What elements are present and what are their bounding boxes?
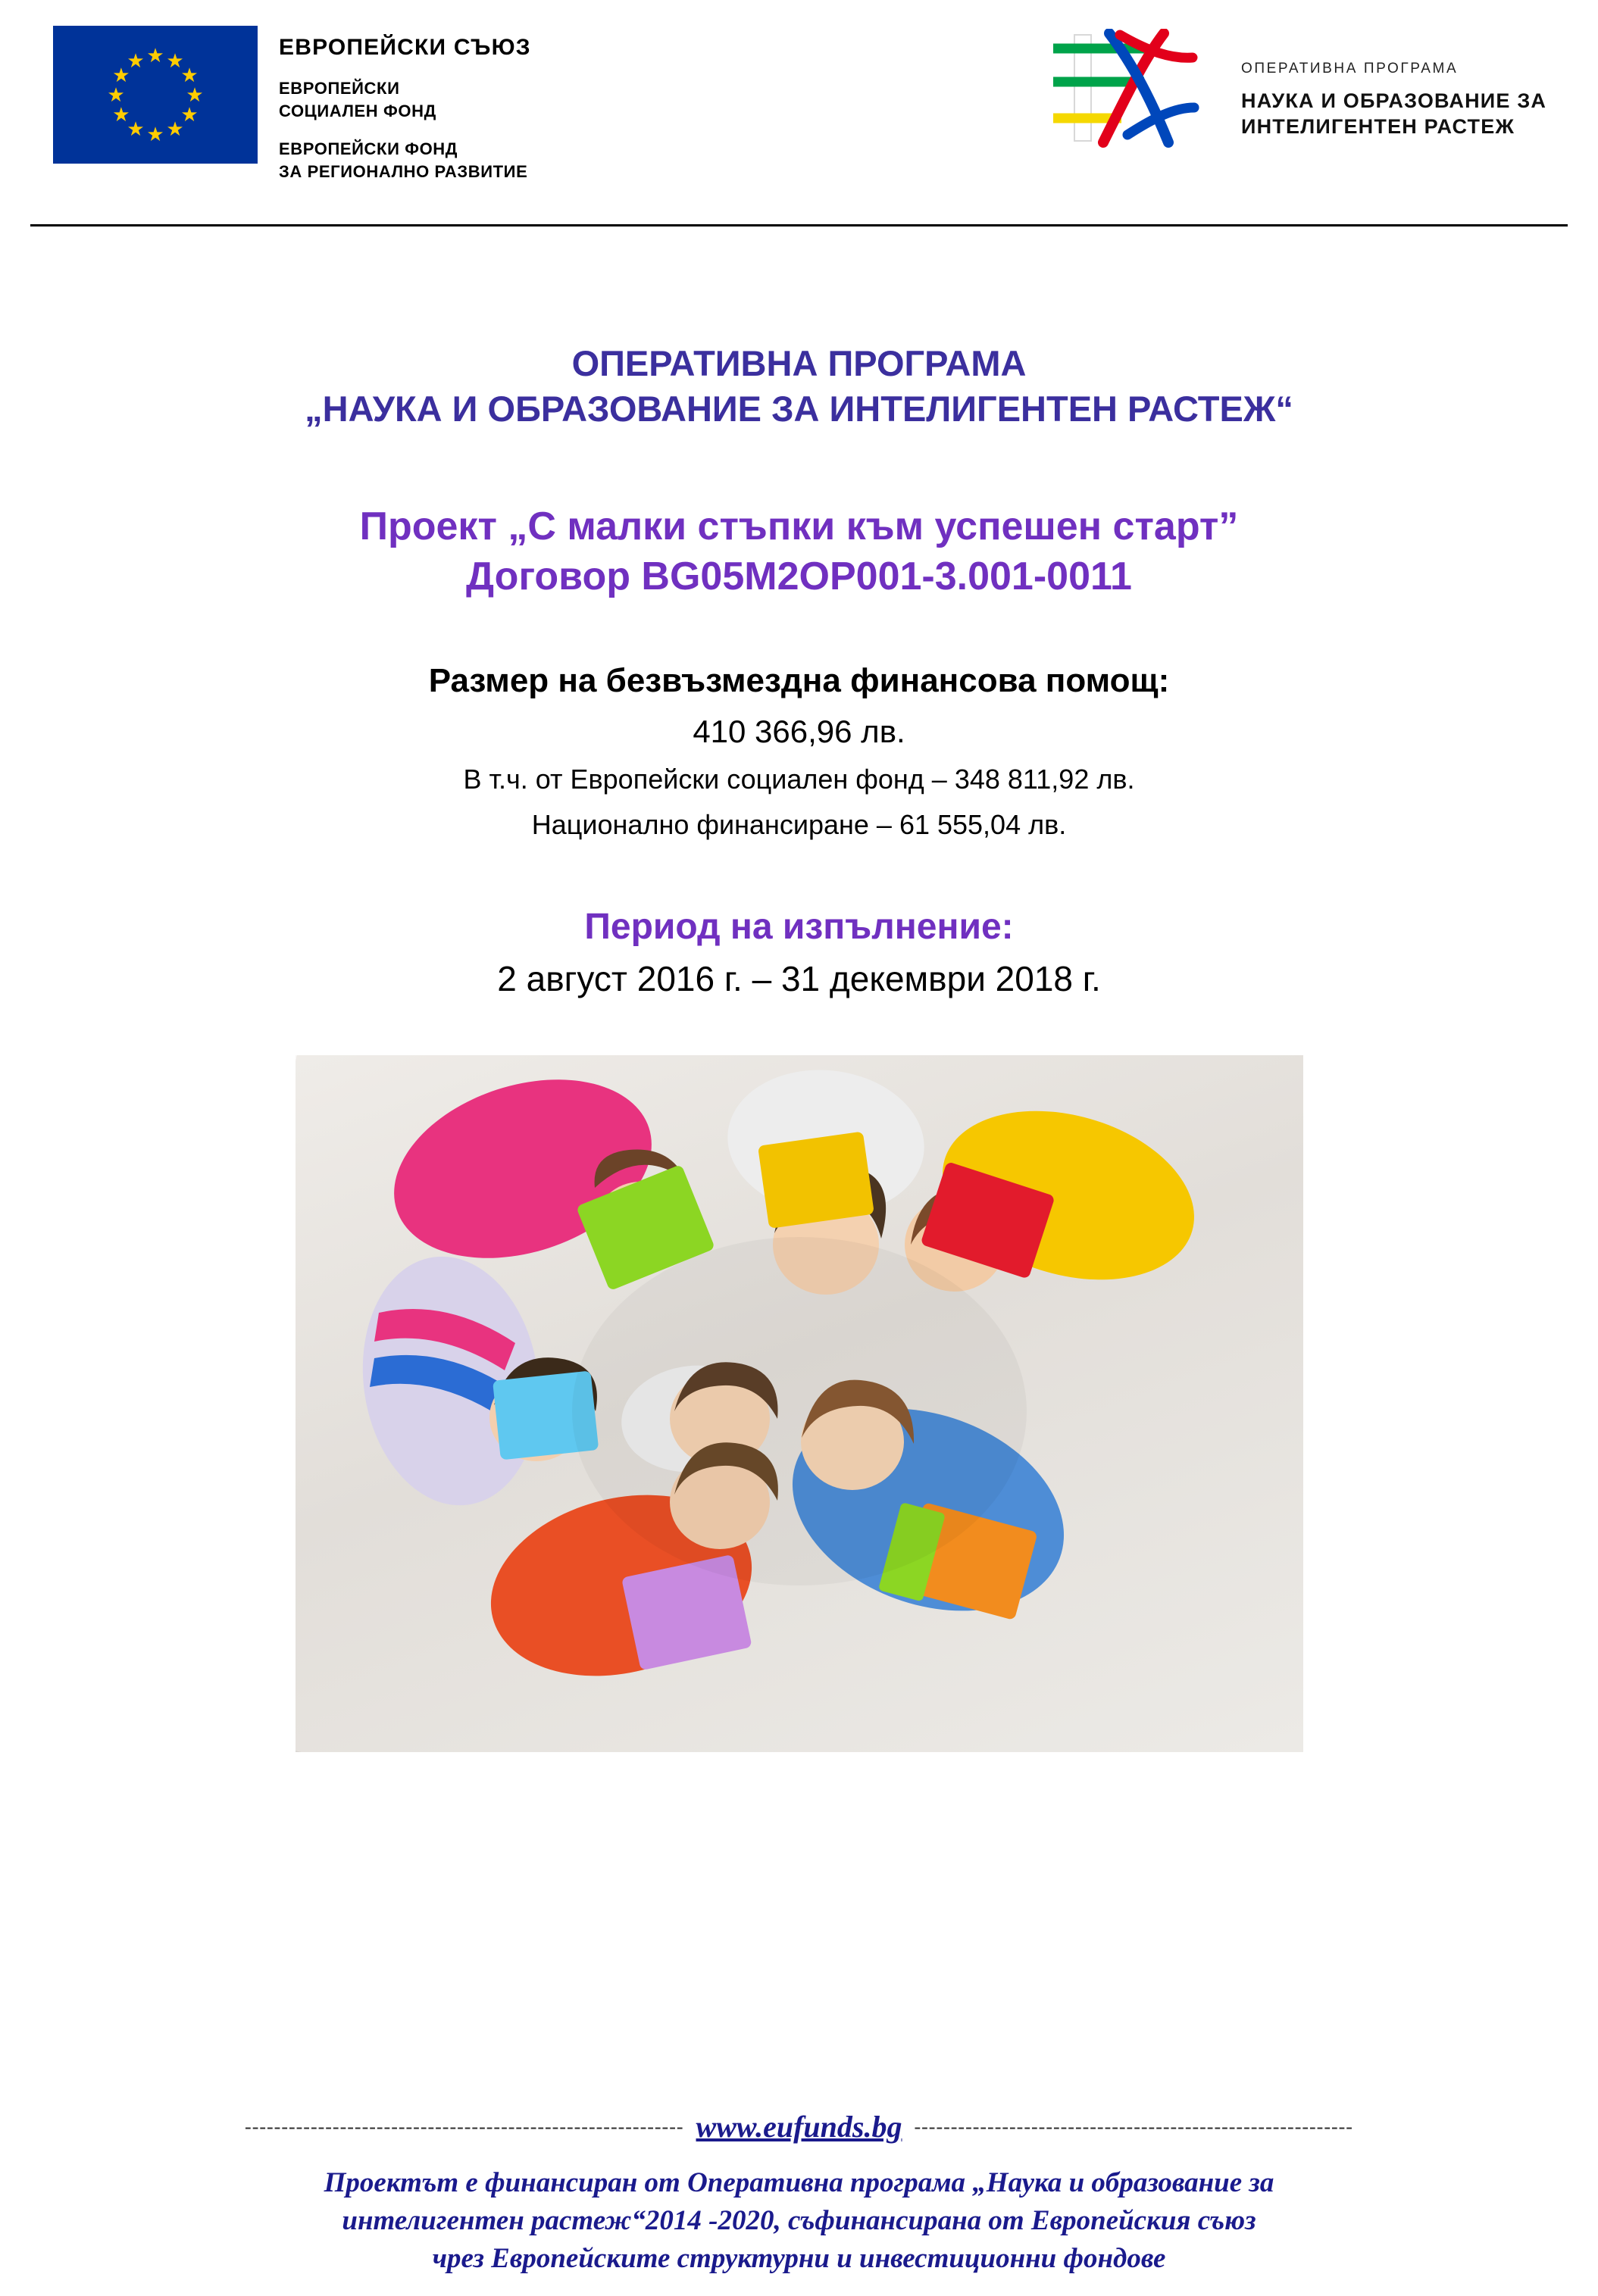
eu-star-icon: ★	[112, 103, 130, 126]
eu-star-icon: ★	[146, 44, 164, 67]
document-footer	[0, 2109, 1598, 2278]
document-body	[0, 341, 1598, 1752]
eu-star-icon: ★	[127, 48, 145, 72]
eu-esf-label-line2: СОЦИАЛЕН ФОНД	[279, 102, 436, 120]
eu-erdf-label	[279, 138, 531, 183]
header-divider	[30, 224, 1568, 226]
eu-title: ЕВРОПЕЙСКИ СЪЮЗ	[279, 35, 531, 60]
photo-illustration	[296, 1055, 1303, 1752]
children-photo	[296, 1055, 1303, 1752]
eu-star-icon: ★	[180, 64, 199, 86]
program-title	[68, 341, 1530, 432]
eu-star-icon: ★	[107, 83, 125, 106]
footer-url-row	[0, 2109, 1598, 2144]
grant-label: Размер на безвъзмездна финансова помощ:	[428, 662, 1170, 699]
eufunds-link[interactable]: www.eufunds.bg	[696, 2110, 902, 2144]
eu-star-icon: ★	[166, 48, 184, 72]
eu-emblem-text	[279, 26, 531, 183]
eu-emblem-block	[53, 26, 531, 183]
op-logo-text	[1241, 29, 1546, 139]
eu-star-icon: ★	[127, 117, 145, 141]
eu-star-icon: ★	[186, 83, 204, 106]
project-title-line1: Проект „С малки стъпки към успешен старт”	[359, 504, 1239, 548]
footer-note-line3: чрез Европейските структурни и инвестиционни фондове	[432, 2243, 1166, 2274]
footer-note-line1: Проектът е финансиран от Оперативна програма „Наука и образование за	[324, 2167, 1274, 2198]
footer-note	[0, 2164, 1598, 2278]
grant-total-value: 410 366,96 лв.	[693, 714, 905, 749]
program-title-line1: ОПЕРАТИВНА ПРОГРАМА	[571, 343, 1027, 383]
eu-flag-icon	[53, 26, 258, 164]
op-logo-big-text-line1: НАУКА И ОБРАЗОВАНИЕ ЗА	[1241, 89, 1547, 112]
eu-esf-label	[279, 77, 531, 123]
eu-star-icon: ★	[146, 123, 164, 145]
eu-esf-label-line1: ЕВРОПЕЙСКИ	[279, 79, 400, 98]
eu-star-icon: ★	[112, 64, 130, 86]
footer-note-line2: интелигентен растеж“2014 -2020, съфинансирана от Европейския съюз	[342, 2205, 1256, 2236]
footer-dashes-right: ------------------------------------------------------------	[914, 2115, 1353, 2138]
grant-esf-value: В т.ч. от Европейски социален фонд – 348 811,92 лв.	[463, 764, 1135, 795]
eu-star-icon: ★	[166, 117, 184, 141]
op-logo-small-text: ОПЕРАТИВНА ПРОГРАМА	[1241, 61, 1459, 77]
project-title	[68, 501, 1530, 601]
eu-erdf-label-line2: ЗА РЕГИОНАЛНО РАЗВИТИЕ	[279, 162, 528, 181]
eu-star-icon: ★	[180, 103, 199, 126]
project-contract-number: Договор BG05M2OP001-3.001-0011	[466, 554, 1132, 598]
eu-erdf-label-line1: ЕВРОПЕЙСКИ ФОНД	[279, 139, 458, 158]
op-logo-big-text-line2: ИНТЕЛИГЕНТЕН РАСТЕЖ	[1241, 115, 1515, 138]
period-value: 2 август 2016 г. – 31 декември 2018 г.	[497, 959, 1101, 998]
op-logo-big-text	[1241, 88, 1546, 139]
op-logo-block	[1030, 29, 1546, 150]
program-title-line2: „НАУКА И ОБРАЗОВАНИЕ ЗА ИНТЕЛИГЕНТЕН РАСТЕЖ“	[305, 389, 1293, 429]
grant-national-value: Национално финансиране – 61 555,04 лв.	[531, 809, 1067, 840]
op-science-education-logo-icon	[1030, 29, 1220, 150]
footer-dashes-left: ------------------------------------------------------------	[245, 2115, 684, 2138]
period-label: Период на изпълнение:	[584, 907, 1014, 947]
document-header	[0, 0, 1598, 220]
